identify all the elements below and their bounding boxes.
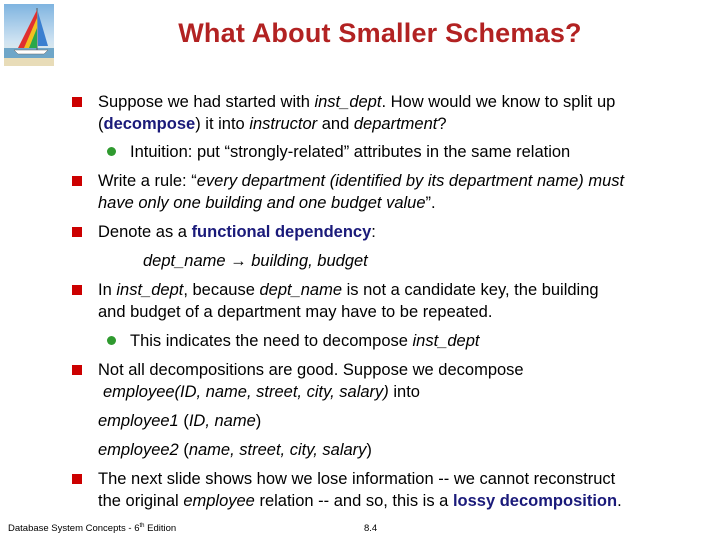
text-span: :: [371, 223, 376, 241]
text-span-superscript: th: [139, 523, 145, 529]
text-span-italic: employee(ID, name, street, city, salary): [103, 383, 389, 401]
sub-bullet-2: [130, 331, 479, 351]
text-span: (: [98, 115, 104, 133]
sub-bullet-marker: [107, 147, 116, 156]
slide-title: What About Smaller Schemas?: [178, 18, 582, 48]
text-span: ) it into: [195, 115, 250, 133]
text-span: In: [98, 281, 117, 299]
bullet-marker: [72, 176, 82, 186]
text-span: is not a candidate key, the building: [342, 281, 599, 299]
text-span: ): [366, 441, 372, 459]
term-decompose: decompose: [103, 115, 196, 133]
text-span: Denote as a: [98, 223, 192, 241]
term-functional-dependency: functional dependency: [191, 223, 372, 241]
text-span: into: [388, 383, 420, 401]
text-span-italic: employee2: [98, 441, 179, 459]
bullet-5-line-4: [98, 440, 372, 460]
text-span-italic: every department (identified by its department name) must: [196, 172, 625, 190]
sub-bullet-marker: [107, 336, 116, 345]
text-span-italic: instructor: [249, 115, 318, 133]
functional-dependency-example: [143, 251, 368, 271]
bullet-marker: [72, 97, 82, 107]
bullet-4-line-1: [98, 280, 599, 300]
text-span-italic: name, street, city, salary: [188, 441, 367, 459]
bullet-2-line-2: [98, 193, 436, 213]
text-span-italic: inst_dept: [412, 332, 480, 350]
text-span: the original: [98, 492, 184, 510]
bullet-5-line-2: [103, 382, 420, 402]
bullet-marker: [72, 285, 82, 295]
text-span: . How would we know to split up: [381, 93, 616, 111]
text-span: Database System Concepts - 6: [8, 523, 140, 535]
bullet-1-line-2: [98, 114, 447, 134]
bullet-5-line-3: [98, 411, 261, 431]
text-span: Suppose we had started with: [98, 93, 315, 111]
text-span-italic: have only one building and one budget value: [98, 194, 426, 212]
text-span: This indicates the need to decompose: [130, 332, 413, 350]
bullet-2-line-1: [98, 171, 624, 191]
arrow-icon: →: [225, 252, 252, 270]
text-span: relation -- and so, this is a: [254, 492, 453, 510]
text-span: Edition: [144, 523, 177, 535]
text-span-italic: dept_name: [259, 281, 343, 299]
text-span: (: [178, 412, 189, 430]
text-span-italic: inst_dept: [116, 281, 184, 299]
text-span-italic: building, budget: [251, 252, 368, 270]
footer-book-title: [8, 523, 176, 534]
bullet-3: [98, 222, 376, 242]
bullet-4-line-2: and budget of a department may have to be repeated.: [98, 303, 493, 321]
text-span-italic: employee: [183, 492, 255, 510]
text-span-italic: employee1: [98, 412, 179, 430]
text-span: , because: [183, 281, 260, 299]
bullet-1-line-1: [98, 92, 615, 112]
text-span-italic: dept_name: [143, 252, 226, 270]
text-span: ?: [437, 115, 447, 133]
bullet-6-line-1: The next slide shows how we lose information -- we cannot reconstruct: [98, 470, 616, 488]
term-lossy-decomposition: lossy decomposition: [452, 492, 618, 510]
text-span: and: [317, 115, 354, 133]
bullet-5-line-1: Not all decompositions are good. Suppose we decompose: [98, 361, 524, 379]
text-span: Write a rule: “: [98, 172, 197, 190]
bullet-marker: [72, 365, 82, 375]
bullet-marker: [72, 227, 82, 237]
footer-page-number: 8.4: [364, 523, 378, 534]
text-span: ): [255, 412, 262, 430]
text-span-italic: inst_dept: [314, 93, 382, 111]
text-span: ”.: [425, 194, 436, 212]
text-span-italic: ID, name: [188, 412, 256, 430]
text-span: .: [617, 492, 622, 510]
sub-bullet-1: Intuition: put “strongly-related” attributes in the same relation: [130, 143, 571, 161]
text-span-italic: department: [353, 115, 438, 133]
bullet-marker: [72, 474, 82, 484]
bullet-6-line-2: [98, 491, 622, 511]
text-span: (: [178, 441, 189, 459]
